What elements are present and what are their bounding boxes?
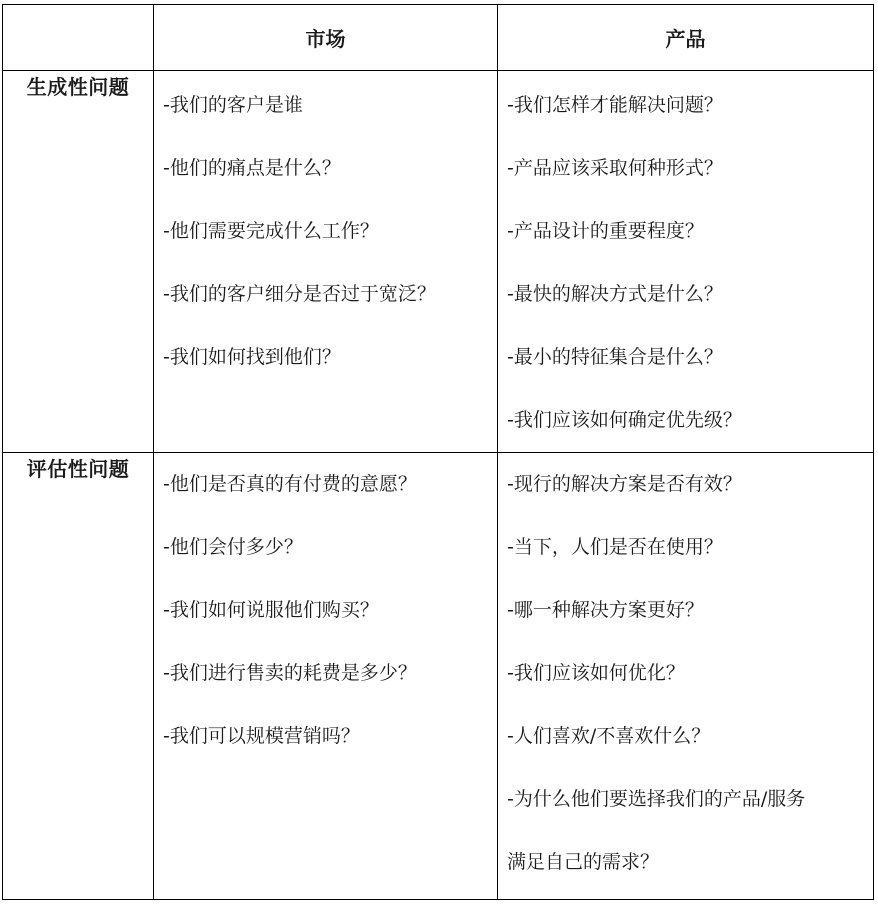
list-item: -哪一种解决方案更好？ bbox=[507, 599, 704, 621]
list-item: -我们进行售卖的耗费是多少？ bbox=[163, 662, 417, 684]
list-item: -我们怎样才能解决问题？ bbox=[507, 94, 723, 116]
list-item: -他们需要完成什么工作？ bbox=[163, 220, 379, 242]
column-header-market: 市场 bbox=[154, 5, 498, 71]
list-item: -我们如何说服他们购买？ bbox=[163, 599, 379, 621]
list-item: -他们是否真的有付费的意愿？ bbox=[163, 473, 417, 495]
questions-table bbox=[2, 4, 874, 900]
list-item: -我们应该如何确定优先级？ bbox=[507, 409, 742, 431]
list-item: -我们应该如何优化？ bbox=[507, 662, 685, 684]
list-item: -人们喜欢/不喜欢什么？ bbox=[507, 725, 711, 747]
list-item: -现行的解决方案是否有效？ bbox=[507, 473, 742, 495]
list-item: 满足自己的需求？ bbox=[507, 851, 660, 873]
list-item: -他们会付多少？ bbox=[163, 536, 303, 558]
product-cell-generative bbox=[498, 71, 874, 453]
column-header-product: 产品 bbox=[498, 5, 874, 71]
product-cell-evaluative bbox=[498, 453, 874, 900]
corner-cell bbox=[3, 5, 154, 71]
list-item: -我们的客户是谁 bbox=[163, 94, 303, 116]
row-label-evaluative: 评估性问题 bbox=[3, 453, 154, 900]
list-item: -最小的特征集合是什么？ bbox=[507, 346, 723, 368]
list-item: -为什么他们要选择我们的产品/服务 bbox=[507, 788, 806, 810]
table-row-generative bbox=[3, 71, 874, 453]
row-label-generative: 生成性问题 bbox=[3, 71, 154, 453]
list-item: -最快的解决方式是什么？ bbox=[507, 283, 723, 305]
list-item: -产品应该采取何种形式？ bbox=[507, 157, 723, 179]
market-cell-evaluative bbox=[154, 453, 498, 900]
list-item: -他们的痛点是什么？ bbox=[163, 157, 341, 179]
header-row bbox=[3, 5, 874, 71]
table-row-evaluative bbox=[3, 453, 874, 900]
market-cell-generative bbox=[154, 71, 498, 453]
list-item: -产品设计的重要程度？ bbox=[507, 220, 704, 242]
list-item: -我们可以规模营销吗？ bbox=[163, 725, 360, 747]
list-item: -我们的客户细分是否过于宽泛？ bbox=[163, 283, 436, 305]
list-item: -我们如何找到他们？ bbox=[163, 346, 341, 368]
list-item: -当下，人们是否在使用？ bbox=[507, 536, 723, 558]
